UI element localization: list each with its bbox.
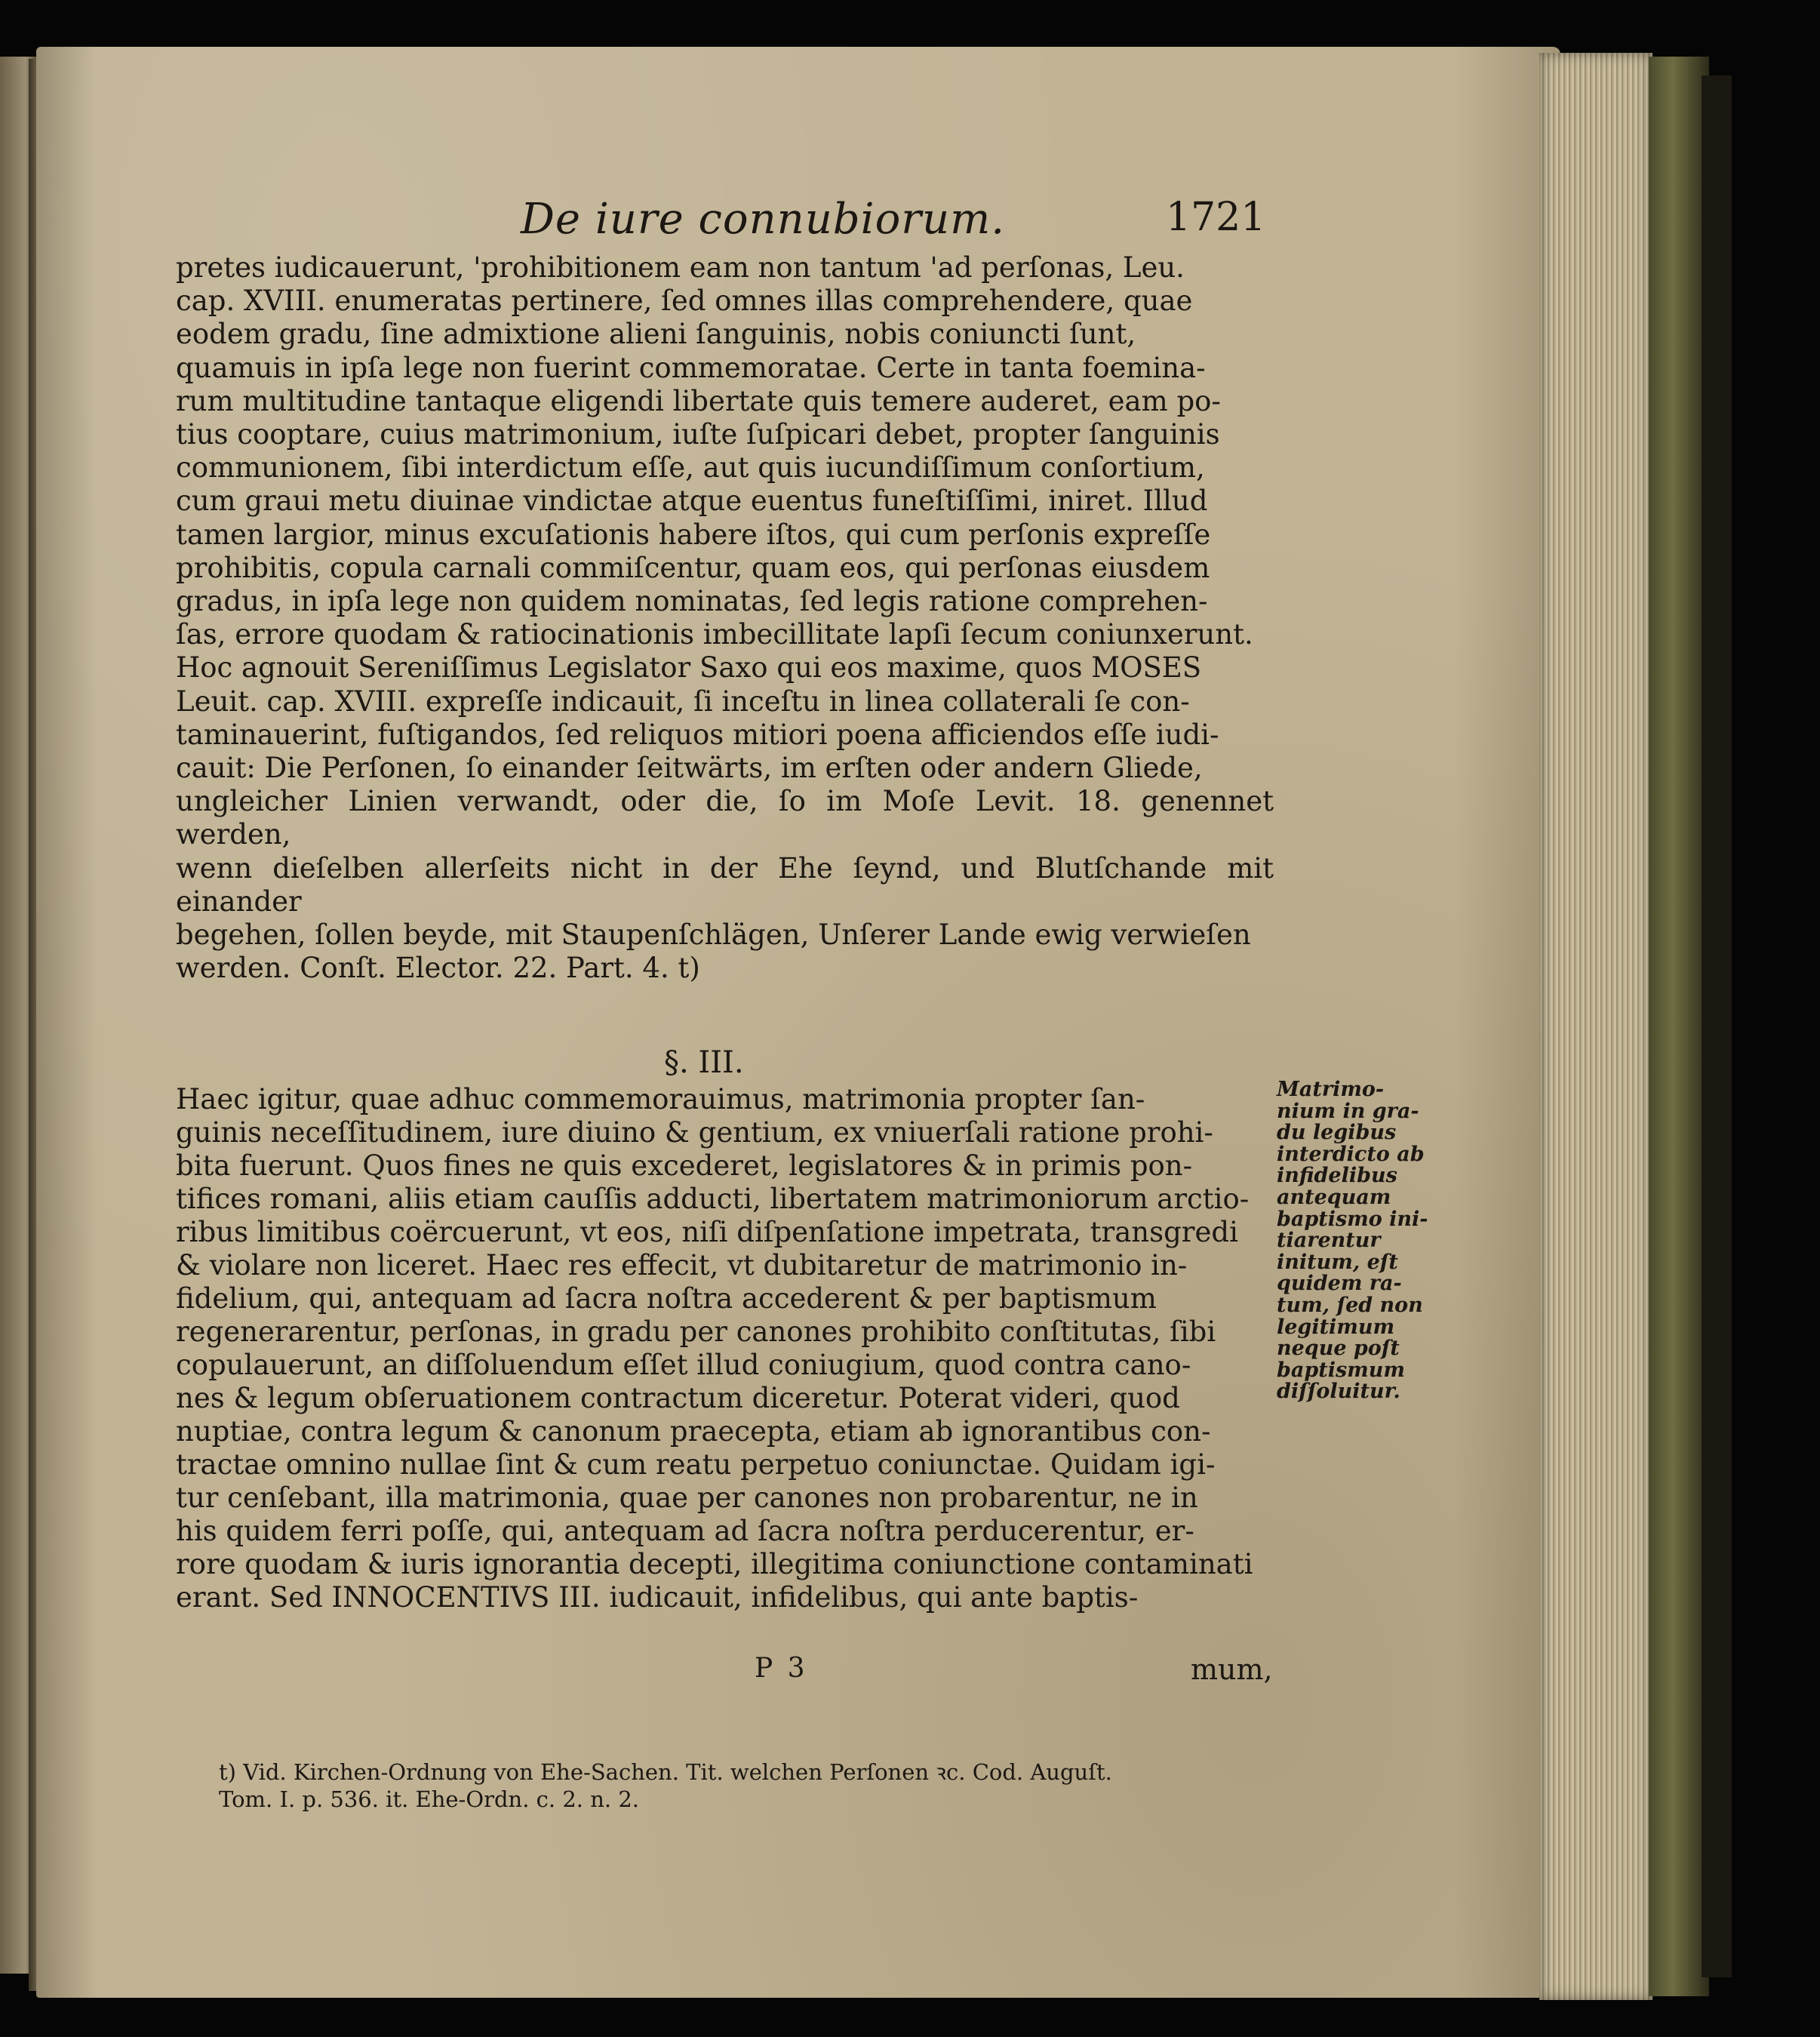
paragraph-1-text: pretes iudicauerunt, 'prohibitionem eam non tantum 'ad perſonas, Leu. cap. XVIII. enumeratas pertinere, ſed omnes illas comprehendere, quae eodem gradu, ſine admixtione alieni ſanguinis, nobis coniuncti ſunt, quamuis in ipſa lege non fuerint commemoratae. Certe in tanta foemina- rum multitudine tantaque eligendi libertate quis temere auderet, eam po- tius cooptare, cuius matrimonium, iuſte ſuſpicari debet, propter ſanguinis communionem, ſibi interdictum eſſe, aut quis iucundiſſimum conſortium, cum graui metu diuinae vindictae atque euentus funeſtiſſimi, iniret. Illud tamen largior, minus excuſationis habere iſtos, qui cum perſonis expreſſe prohibitis, copula carnali commiſcentur, quam eos, qui perſonas eiusdem gradus, in ipſa lege non quidem nominatas, ſed legis ratione comprehen- ſas, errore quodam & ratiocinationis imbecillitate lapſi ſecum coniunxerunt. Hoc agnouit Sereniſſimus Legislator Saxo qui eos maxime, quos MOSES Leuit. cap. XVIII. expreſſe indicauit, ſi inceſtu in linea collaterali ſe con- taminauerint, fuſtigandos, ſed reliquos mitiori poena afficiendos eſſe iudi- cauit: Die Perſonen, ſo einander ſeitwärts, im erſten oder andern Gliede, ungleicher Linien verwandt, oder die, ſo im Moſe Levit. 18. genennet werden, wenn dieſelben allerſeits nicht in der Ehe ſeynd, und Blutſchande mit einander begehen, ſollen beyde, mit Staupenſchlägen, Unſerer Lande ewig verwieſen werden. Conſt. Elector. 22. Part. 4. t) [176, 251, 1274, 985]
paragraph-2-text: Haec igitur, quae adhuc commemorauimus, matrimonia propter ſan- guinis neceſſitudinem, iure diuino & gentium, ex vniuerſali ratione prohi- bita fuerunt. Quos fines ne quis excederet, legislatores & in primis pon- tifices romani, aliis etiam cauſſis adducti, libertatem matrimoniorum arctio- ribus limitibus coërcuerunt, vt eos, niſi diſpenſatione impetrata, transgredi & violare non liceret. Haec res effecit, vt dubitaretur de matrimonio in- fidelium, qui, antequam ad ſacra noſtra accederent & per baptismum regenerarentur, perſonas, in gradu per canones prohibito conſtitutas, ſibi copulauerunt, an diſſoluendum eſſet illud coniugium, quod contra cano- nes & legum obſeruationem contractum diceretur. Poterat videri, quod nuptiae, contra legum & canonum praecepta, etiam ab ignorantibus con- tractae omnino nullae ſint & cum reatu perpetuo coniunctae. Quidam igi- tur cenſebant, illa matrimonia, quae per canones non probarentur, ne in his quidem ferri poſſe, qui, antequam ad ſacra noſtra perducerentur, er- rore quodam & iuris ignorantia decepti, illegitima coniunctione contaminati erant. Sed INNOCENTIVS III. iudicauit, infidelibus, qui ante baptis- [176, 1083, 1253, 1614]
margin-note: Matrimo- nium in gra- du legibus interdicto ab infidelibus antequam baptismo ini- tiarentur initum, eſt quidem ra- tum, ſed non legitimum neque poſt baptismum diſſoluitur. [1277, 1078, 1428, 1404]
footnote: t) Vid. Kirchen-Ordnung von Ehe-Sachen. Tit. welchen Perſonen ꝛc. Cod. Auguſt. Tom. I. p. 536. it. Ehe-Ordn. c. 2. n. 2. [219, 1759, 1112, 1812]
signature-mark: P 3 [755, 1653, 808, 1684]
section-heading: §. III. [664, 1045, 744, 1080]
page-number: 1721 [1166, 195, 1266, 240]
catchword: mum, [1191, 1653, 1273, 1686]
book-cover-edge [1649, 57, 1709, 1996]
book-spine-shadow [1702, 75, 1732, 1977]
paragraph-1 [176, 251, 1274, 985]
running-head: De iure connubiorum. [521, 195, 1006, 244]
page-edges [1539, 53, 1652, 2000]
paragraph-2 [176, 1083, 1266, 1614]
